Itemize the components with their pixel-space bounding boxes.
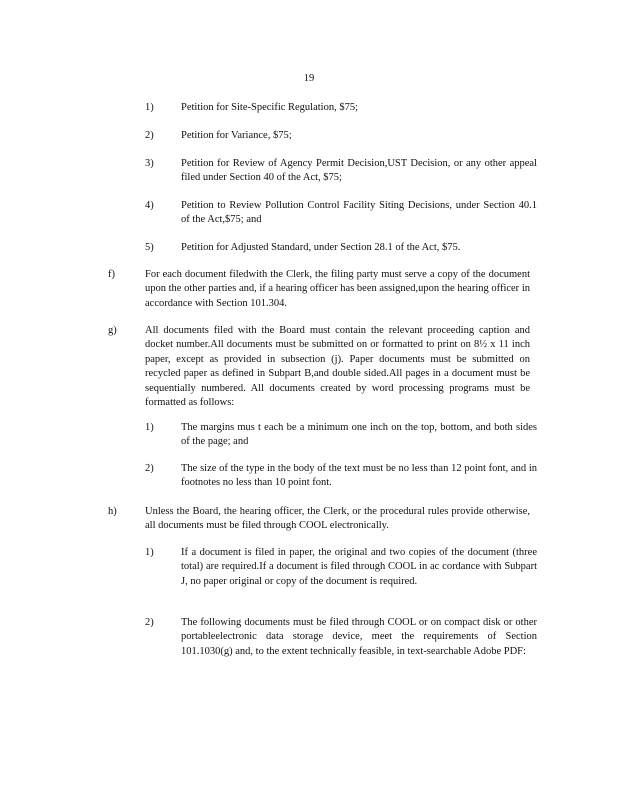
item-marker: g) [108, 325, 117, 336]
list-item [145, 129, 537, 143]
item-marker: 1) [145, 547, 154, 558]
subsection-g [108, 324, 530, 410]
item-marker: 2) [145, 130, 154, 141]
item-marker: f) [108, 269, 115, 280]
list-item [145, 546, 537, 589]
item-text: Petition for Review of Agency Permit Decision,UST Decision, or any other appeal filed under Section 40 of the Act, $75; [181, 158, 537, 184]
subsection-h [108, 505, 530, 534]
list-item [145, 462, 537, 491]
item-text: If a document is filed in paper, the original and two copies of the document (three total) are required.If a document is filed through COOL in ac cordance with Subpart J, no paper original or copy of the document is required. [181, 547, 537, 587]
list-item [145, 616, 537, 659]
item-text: The following documents must be filed through COOL or on compact disk or other portableelectronic data storage device, meet the requirements of Section 101.1030(g) and, to the extent technically feasible, in text-searchable Adobe PDF: [181, 617, 537, 657]
item-text: For each document filedwith the Clerk, the filing party must serve a copy of the document upon the other parties and, if a hearing officer has been assigned,upon the hearing officer in accordance with Section 101.304. [145, 269, 530, 309]
item-text: The size of the type in the body of the text must be no less than 12 point font, and in footnotes no less than 10 point font. [181, 463, 537, 489]
list-item [145, 157, 537, 186]
item-marker: 3) [145, 158, 154, 169]
list-item [145, 421, 537, 450]
list-item [145, 101, 537, 115]
item-marker: 1) [145, 102, 154, 113]
item-text: Petition for Variance, $75; [181, 130, 292, 141]
item-text: Unless the Board, the hearing officer, the Clerk, or the procedural rules provide otherwise, all documents must be filed through COOL electronically. [145, 506, 530, 532]
item-marker: h) [108, 506, 117, 517]
list-item [145, 199, 537, 228]
subsection-f [108, 268, 530, 311]
item-marker: 1) [145, 422, 154, 433]
list-item [145, 241, 537, 255]
item-marker: 2) [145, 463, 154, 474]
page-number: 19 [303, 73, 315, 84]
item-text: Petition to Review Pollution Control Facility Siting Decisions, under Section 40.1 of the Act,$75; and [181, 200, 537, 226]
item-text: Petition for Adjusted Standard, under Section 28.1 of the Act, $75. [181, 242, 461, 253]
item-text: Petition for Site-Specific Regulation, $75; [181, 102, 359, 113]
item-text: The margins mus t each be a minimum one inch on the top, bottom, and both sides of the page; and [181, 422, 537, 448]
item-marker: 2) [145, 617, 154, 628]
item-marker: 5) [145, 242, 154, 253]
item-text: All documents filed with the Board must contain the relevant proceeding caption and docket number.All documents must be submitted on or formatted to print on 8½ x 11 inch paper, except as provided in subsection (j). Paper documents must be submitted on recycled paper as defined in Subpart B,and double sided.All pages in a document must be sequentially numbered. All documents created by word processing programs must be formatted as follows: [145, 325, 530, 409]
item-marker: 4) [145, 200, 154, 211]
